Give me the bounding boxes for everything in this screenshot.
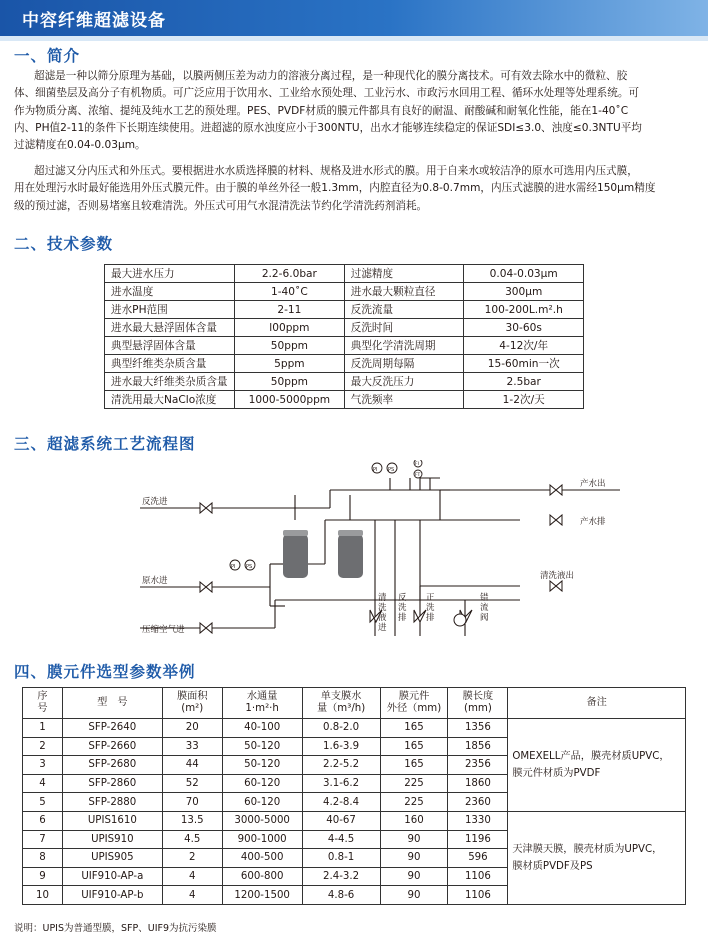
- tech-param-value: 300μm: [464, 283, 584, 301]
- membrane-cell: UIF910-AP-b: [62, 886, 162, 905]
- air-in-label: 压缩空气进: [142, 625, 185, 635]
- svg-text:进: 进: [378, 623, 387, 633]
- membrane-cell: SFP-2860: [62, 774, 162, 793]
- intro-line: 级的预过滤，否则易堵塞且较难清洗。外压式可用气水混清洗法节约化学清洗药剂消耗。: [14, 199, 428, 212]
- membrane-cell: 90: [380, 849, 448, 868]
- membrane-cell: 900-1000: [222, 830, 302, 849]
- intro-line: 内、PH值2-11的条件下长期连续使用。进超滤的原水浊度应小于300NTU，出水才能够连续稳定的保证SDI≤3.0、浊度≤0.3NTU平均: [14, 121, 642, 134]
- clean-out-label: 清洗液出: [540, 571, 575, 581]
- ft-label: FT: [415, 473, 421, 478]
- membrane-cell: 1: [23, 719, 63, 738]
- tech-param-name: 过滤精度: [344, 265, 464, 283]
- tech-param-name: 典型纤维类杂质含量: [105, 355, 235, 373]
- tech-param-value: 2.5bar: [464, 373, 584, 391]
- svg-text:清: 清: [378, 593, 387, 603]
- membrane-cell: 60-120: [222, 774, 302, 793]
- raw-in-label: 原水进: [142, 576, 168, 586]
- section-heading-flow: 三、超滤系统工艺流程图: [14, 435, 196, 453]
- fi-label: FI: [415, 462, 419, 467]
- svg-text:反: 反: [398, 593, 407, 603]
- intro-line: 超过滤又分内压式和外压式。要根据进水水质选择膜的材料、规格及进水形式的膜。用于自来水或较洁净的原水可选用内压式膜，: [34, 165, 638, 177]
- membrane-cell: 4.2-8.4: [302, 793, 380, 812]
- membrane-cell: 1106: [448, 886, 508, 905]
- membrane-cell: 4: [162, 886, 222, 905]
- svg-text:洗: 洗: [426, 603, 435, 613]
- tech-param-name: 最大反洗压力: [344, 373, 464, 391]
- membrane-row: [23, 719, 686, 738]
- tech-param-value: 2.2-6.0bar: [234, 265, 344, 283]
- ps-label-2: PS: [388, 467, 395, 473]
- membrane-cell: SFP-2680: [62, 756, 162, 775]
- product-out-label: 产水出: [580, 479, 606, 489]
- intro-line: 作为物质分离、浓缩、提纯及纯水工艺的预处理。PES、PVDF材质的膜元件都具有良好的耐温、耐酸碱和耐氧化性能，能在1-40˚C: [14, 104, 629, 117]
- tech-param-name: 清洗用最大NaClo浓度: [105, 391, 235, 409]
- intro-line: 超滤是一种以筛分原理为基础，以膜两侧压差为动力的溶液分离过程，是一种现代化的膜分离技术。可有效去除水中的微粒、胶: [34, 70, 628, 82]
- uf-module-1: [283, 534, 308, 578]
- membrane-header-cell: 膜面积 (m²): [162, 688, 222, 719]
- membrane-cell: 10: [23, 886, 63, 905]
- tech-param-name: 典型化学清洗周期: [344, 337, 464, 355]
- tech-param-name: 进水最大纤维类杂质含量: [105, 373, 235, 391]
- tech-param-name: 气洗频率: [344, 391, 464, 409]
- membrane-cell: 13.5: [162, 811, 222, 830]
- membrane-cell: 3.1-6.2: [302, 774, 380, 793]
- tech-param-value: 1000-5000ppm: [234, 391, 344, 409]
- svg-text:排: 排: [426, 613, 435, 623]
- page-title: 中容纤维超滤设备: [22, 11, 166, 31]
- membrane-cell: 40-100: [222, 719, 302, 738]
- membrane-cell: 60-120: [222, 793, 302, 812]
- membrane-cell: UPIS910: [62, 830, 162, 849]
- tech-param-value: 30-60s: [464, 319, 584, 337]
- header-banner: [0, 0, 708, 36]
- membrane-cell: 600-800: [222, 867, 302, 886]
- membrane-cell: 225: [380, 793, 448, 812]
- tech-param-value: 100-200L.m².h: [464, 301, 584, 319]
- svg-text:流: 流: [480, 603, 489, 613]
- uf-module-2: [338, 534, 363, 578]
- membrane-cell: 50-120: [222, 756, 302, 775]
- membrane-cell: 50-120: [222, 737, 302, 756]
- tech-row: [105, 301, 584, 319]
- membrane-cell: SFP-2880: [62, 793, 162, 812]
- membrane-header-cell: 单支膜水 量（m³/h): [302, 688, 380, 719]
- pi-label-2: PI: [373, 467, 378, 473]
- tech-param-name: 进水PH范围: [105, 301, 235, 319]
- membrane-cell: 165: [380, 756, 448, 775]
- membrane-cell: UIF910-AP-a: [62, 867, 162, 886]
- membrane-cell: 165: [380, 719, 448, 738]
- tech-param-value: 50ppm: [234, 337, 344, 355]
- tech-param-name: 进水最大颗粒直径: [344, 283, 464, 301]
- tech-param-value: 2-11: [234, 301, 344, 319]
- membrane-cell: 225: [380, 774, 448, 793]
- tech-param-name: 反洗时间: [344, 319, 464, 337]
- tech-param-name: 进水最大悬浮固体含量: [105, 319, 235, 337]
- membrane-row: [23, 811, 686, 830]
- intro-paragraph-1: [14, 68, 698, 154]
- intro-line: 用在处理污水时最好能选用外压式膜元件。由于膜的单丝外径一般1.3mm，内腔直径为0.8-0.7mm，内压式滤膜的进水需经150μm精度: [14, 182, 656, 195]
- tech-param-value: 1-2次/天: [464, 391, 584, 409]
- membrane-cell: 2.4-3.2: [302, 867, 380, 886]
- membrane-cell: 1860: [448, 774, 508, 793]
- tech-row: [105, 265, 584, 283]
- tech-param-value: 4-12次/年: [464, 337, 584, 355]
- membrane-cell: 3: [23, 756, 63, 775]
- membrane-note: 天津膜天膜，膜壳材质为UPVC， 膜材质PVDF及PS: [508, 811, 686, 904]
- tech-param-name: 最大进水压力: [105, 265, 235, 283]
- tech-row: [105, 319, 584, 337]
- membrane-cell: SFP-2660: [62, 737, 162, 756]
- pi-label: PI: [231, 564, 236, 570]
- membrane-note: OMEXELL产品，膜壳材质UPVC， 膜元件材质为PVDF: [508, 719, 686, 812]
- membrane-cell: 2360: [448, 793, 508, 812]
- backwash-in-label: 反洗进: [142, 497, 168, 507]
- membrane-cell: 1106: [448, 867, 508, 886]
- svg-text:正: 正: [426, 593, 435, 603]
- membrane-cell: 20: [162, 719, 222, 738]
- membrane-header-cell: 膜元件 外径（mm): [380, 688, 448, 719]
- membrane-header-cell: 膜长度 (mm): [448, 688, 508, 719]
- membrane-cell: 7: [23, 830, 63, 849]
- svg-text:错: 错: [480, 593, 489, 603]
- membrane-cell: 2.2-5.2: [302, 756, 380, 775]
- process-flow-diagram: [120, 460, 650, 650]
- membrane-cell: 160: [380, 811, 448, 830]
- tech-row: [105, 283, 584, 301]
- membrane-cell: 0.8-1: [302, 849, 380, 868]
- tech-row: [105, 355, 584, 373]
- membrane-cell: 3000-5000: [222, 811, 302, 830]
- membrane-cell: 4-4.5: [302, 830, 380, 849]
- tech-row: [105, 373, 584, 391]
- intro-line: 过滤精度在0.04-0.03μm。: [14, 139, 146, 152]
- intro-paragraph-2: [14, 163, 698, 215]
- section-heading-intro: 一、简介: [14, 47, 81, 65]
- membrane-cell: 0.8-2.0: [302, 719, 380, 738]
- membrane-cell: 1.6-3.9: [302, 737, 380, 756]
- membrane-cell: 4.8-6: [302, 886, 380, 905]
- tech-row: [105, 391, 584, 409]
- membrane-header-cell: 备注: [508, 688, 686, 719]
- tech-param-value: l00ppm: [234, 319, 344, 337]
- tech-param-value: 0.04-0.03μm: [464, 265, 584, 283]
- membrane-cell: 90: [380, 830, 448, 849]
- membrane-cell: 9: [23, 867, 63, 886]
- membrane-cell: 90: [380, 886, 448, 905]
- membrane-cell: 1856: [448, 737, 508, 756]
- tech-param-value: 5ppm: [234, 355, 344, 373]
- membrane-cell: 33: [162, 737, 222, 756]
- tech-param-name: 典型悬浮固体含量: [105, 337, 235, 355]
- membrane-header-cell: 水通量 1·m²·h: [222, 688, 302, 719]
- svg-text:洗: 洗: [398, 603, 407, 613]
- membrane-cell: 6: [23, 811, 63, 830]
- ps-label: PS: [246, 564, 253, 570]
- membrane-cell: 52: [162, 774, 222, 793]
- tech-param-name: 反洗流量: [344, 301, 464, 319]
- membrane-cell: 2356: [448, 756, 508, 775]
- membrane-cell: 1200-1500: [222, 886, 302, 905]
- section-heading-membrane: 四、膜元件选型参数举例: [14, 663, 196, 681]
- membrane-cell: 4: [23, 774, 63, 793]
- membrane-cell: 400-500: [222, 849, 302, 868]
- membrane-cell: 1356: [448, 719, 508, 738]
- membrane-table: [22, 687, 686, 905]
- membrane-header-cell: 序 号: [23, 688, 63, 719]
- membrane-cell: 1196: [448, 830, 508, 849]
- membrane-cell: 8: [23, 849, 63, 868]
- membrane-cell: 44: [162, 756, 222, 775]
- svg-text:洗: 洗: [378, 603, 387, 613]
- intro-line: 体、细菌垫层及高分子有机物质。可广泛应用于饮用水、工业给水预处理、工业污水、市政污水回用工程、循环水处理等处理系统。可: [14, 87, 640, 100]
- section-heading-tech: 二、技术参数: [14, 235, 114, 253]
- svg-text:液: 液: [378, 613, 387, 623]
- membrane-cell: 2: [23, 737, 63, 756]
- svg-text:阀: 阀: [480, 613, 489, 623]
- membrane-cell: 2: [162, 849, 222, 868]
- membrane-cell: 1330: [448, 811, 508, 830]
- product-drain-label: 产水排: [580, 517, 606, 527]
- header-band: [0, 36, 708, 41]
- svg-text:排: 排: [398, 613, 407, 623]
- membrane-cell: 596: [448, 849, 508, 868]
- tech-param-name: 反洗周期每隔: [344, 355, 464, 373]
- footnote: 说明：UPIS为普通型膜，SFP、UIF9为抗污染膜: [14, 923, 217, 934]
- membrane-cell: UPIS905: [62, 849, 162, 868]
- membrane-cell: 90: [380, 867, 448, 886]
- tech-param-value: 50ppm: [234, 373, 344, 391]
- tech-row: [105, 337, 584, 355]
- membrane-cell: 4.5: [162, 830, 222, 849]
- tech-params-table: [104, 264, 584, 409]
- tech-param-value: 1-40˚C: [234, 283, 344, 301]
- membrane-cell: SFP-2640: [62, 719, 162, 738]
- membrane-header-cell: 型 号: [62, 688, 162, 719]
- membrane-cell: 165: [380, 737, 448, 756]
- membrane-cell: 4: [162, 867, 222, 886]
- membrane-cell: UPIS1610: [62, 811, 162, 830]
- tech-param-name: 进水温度: [105, 283, 235, 301]
- tech-param-value: 15-60min一次: [464, 355, 584, 373]
- membrane-cell: 70: [162, 793, 222, 812]
- membrane-cell: 5: [23, 793, 63, 812]
- membrane-cell: 40-67: [302, 811, 380, 830]
